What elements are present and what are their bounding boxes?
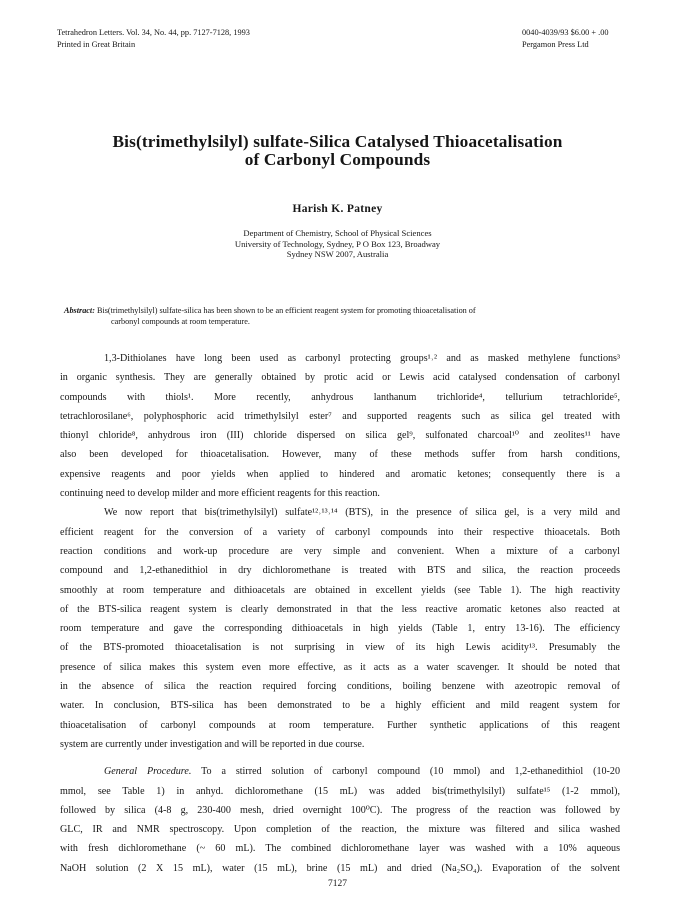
general-procedure-label: General Procedure. <box>104 766 192 778</box>
paragraph-spacer <box>60 754 620 762</box>
affiliation-line: Department of Chemistry, School of Physical Sciences <box>243 228 432 238</box>
body-text <box>60 349 620 878</box>
journal-code-line: 0040-4039/93 $6.00 + .00 <box>522 28 609 37</box>
body-line: of the BTS-silica reagent system is clearly demonstrated in that the less reactive aromatic ketones also reacted at <box>60 603 620 615</box>
page-number: 7127 <box>328 879 347 889</box>
body-line: thioacetalisation of carbonyl compounds at room temperature. Further synthetic applications of this reagent <box>60 719 620 731</box>
body-line: room temperature and gave the corresponding dithioacetals in high yields (Table 1, entry 13-16). The efficiency <box>60 623 620 635</box>
body-line: NaOH solution (2 X 15 mL), water (15 mL), brine (15 mL) and dried (Na₂SO₄). Evaporation of the solvent <box>60 862 620 874</box>
body-line: of the BTS-promoted thioacetalisation is not surprising in view of its high Lewis acidity¹³. Presumably the <box>60 642 620 654</box>
body-line: reaction conditions and work-up procedure are very simple and convenient. When a mixture of a carbonyl <box>60 545 620 557</box>
title-line-2: of Carbonyl Compounds <box>244 150 431 169</box>
abstract-label: Abstract: <box>64 306 95 315</box>
body-line: efficient reagent for the conversion of a variety of carbonyl compounds into their respective thioacetals. Both <box>60 526 620 538</box>
general-procedure-line <box>60 762 620 781</box>
affiliation <box>60 228 615 260</box>
body-line: continuing need to develop milder and more efficient reagents for this reaction. <box>60 488 380 500</box>
journal-citation <box>57 27 250 51</box>
body-line: We now report that bis(trimethylsilyl) sulfate¹²˒¹³˒¹⁴ (BTS), in the presence of silica gel, is a very mild and <box>104 507 620 519</box>
body-line: smoothly at room temperature and dithioacetals are obtained in excellent yields (see Table 1). The high reactivity <box>60 584 620 596</box>
body-line: with fresh dichloromethane (~ 60 mL). The combined dichloromethane layer was washed with a 10% aqueous <box>60 843 620 855</box>
abstract-text-line: carbonyl compounds at room temperature. <box>111 317 250 326</box>
body-line: also been developed for thioacetalisation. However, many of these methods suffer from harsh conditions, <box>60 449 620 461</box>
author-name: Harish K. Patney <box>292 203 383 215</box>
abstract <box>64 305 624 327</box>
body-line: followed by silica (4-8 g, 230-400 mesh, dried overnight 100⁰C). The progress of the reaction was followed by <box>60 804 620 816</box>
general-procedure-text: To a stirred solution of carbonyl compound (10 mmol) and 1,2-ethanedithiol (10-20 <box>201 766 620 778</box>
publisher-line: Pergamon Press Ltd <box>522 40 589 49</box>
abstract-text-line: Bis(trimethylsilyl) sulfate-silica has been shown to be an efficient reagent system for promoting thioacetalisation of <box>96 306 476 315</box>
journal-code <box>522 27 609 51</box>
body-line: presence of silica makes this system even more effective, as it acts as a water scavenger. It should be noted that <box>60 661 620 673</box>
body-line: tetrachlorosilane⁶, polyphosphoric acid trimethylsilyl ester⁷ and supported reagents such as silica gel treated with <box>60 410 620 422</box>
body-line: 1,3-Dithiolanes have long been used as carbonyl protecting groups¹˒² and as masked methylene functions³ <box>104 353 620 364</box>
journal-citation-line: Tetrahedron Letters. Vol. 34, No. 44, pp. 7127-7128, 1993 <box>57 28 250 37</box>
paper-title <box>60 133 615 169</box>
body-line: in organic synthesis. They are generally obtained by protic acid or Lewis acid catalysed condensation of carbonyl <box>60 372 620 384</box>
body-line: mmol, see Table 1) in anhyd. dichloromethane (15 mL) was added bis(trimethylsilyl) sulfate¹⁵ (1-2 mmol), <box>60 785 620 797</box>
body-line: expensive reagents and poor yields when applied to hindered and aromatic ketones; consequently there is a <box>60 468 620 480</box>
body-line: system are currently under investigation and will be reported in due course. <box>60 738 365 750</box>
body-line: compound and 1,2-ethanedithiol in dry dichloromethane is treated with BTS and silica, the reaction proceeds <box>60 565 620 577</box>
body-line: compounds with thiols¹. More recently, anhydrous lanthanum trichloride⁴, tellurium tetrachloride⁵, <box>60 391 620 403</box>
affiliation-line: University of Technology, Sydney, P O Box 123, Broadway <box>234 238 441 249</box>
body-line: in the absence of silica the reaction required forcing conditions, boiling benzene with azeotropic removal of <box>60 681 620 693</box>
body-line: GLC, IR and NMR spectroscopy. Upon completion of the reaction, the mixture was filtered and silica washed <box>60 824 620 836</box>
title-line-1: Bis(trimethylsilyl) sulfate-Silica Catalysed Thioacetalisation <box>112 132 563 151</box>
body-line: thionyl chloride⁸, anhydrous iron (III) chloride dispersed on silica gel⁹, sulfonated charcoal¹⁰ and zeolites¹¹ have <box>60 430 620 442</box>
affiliation-line: Sydney NSW 2007, Australia <box>286 249 389 259</box>
body-line: water. In conclusion, BTS-silica has been demonstrated to be a highly efficient and mild reagent system for <box>60 700 620 712</box>
journal-printed-line: Printed in Great Britain <box>57 40 136 49</box>
